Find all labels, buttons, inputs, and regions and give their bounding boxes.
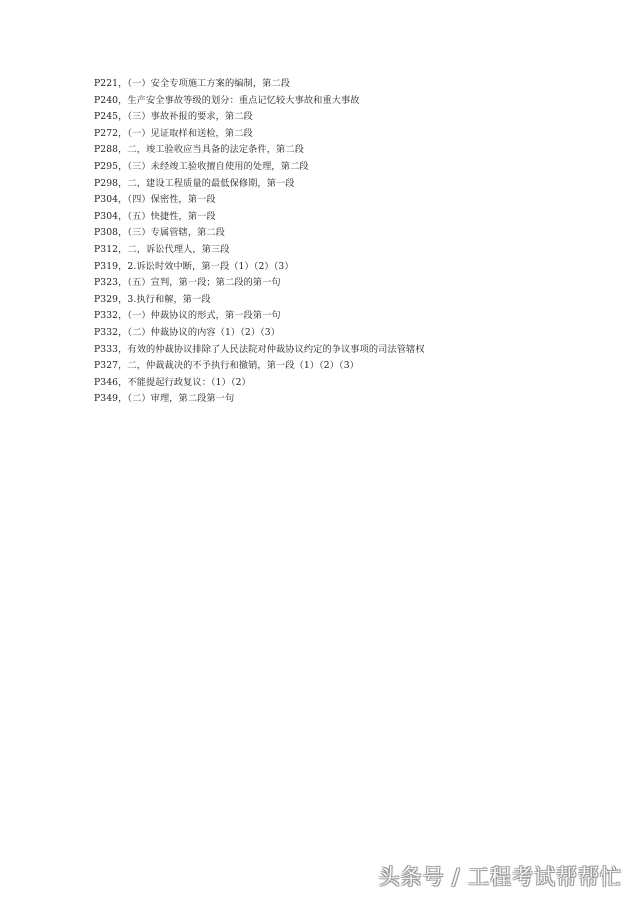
list-item: P323，（五）宣判，第一段；第二段的第一句 — [94, 277, 281, 289]
list-item: P308，（三）专属管辖，第二段 — [94, 227, 225, 239]
source-watermark: 头条号 / 工程考试帮帮忙 — [378, 865, 622, 889]
list-item: P272，（一）见证取样和送检，第二段 — [94, 127, 253, 139]
list-item: P298，二，建设工程质量的最低保修期，第一段 — [94, 177, 295, 189]
list-item: P304，（四）保密性，第一段 — [94, 194, 216, 206]
list-item: P332，（二）仲裁协议的内容（1）（2）（3） — [94, 326, 281, 338]
list-item: P332，（一）仲裁协议的形式，第一段第一句 — [94, 310, 281, 322]
list-item: P288，二，竣工验收应当具备的法定条件，第二段 — [94, 144, 304, 156]
list-item: P329，3.执行和解，第一段 — [94, 293, 211, 305]
list-item: P349，（二）审理，第二段第一句 — [94, 393, 235, 405]
list-item: P346，不能提起行政复议：（1）（2） — [94, 376, 251, 388]
list-item: P319，2.诉讼时效中断，第一段（1）（2）（3） — [94, 260, 294, 272]
list-item: P304，（五）快捷性，第一段 — [94, 210, 216, 222]
page-reference-list — [94, 76, 614, 408]
list-item: P245，（三）事故补报的要求，第二段 — [94, 111, 253, 123]
list-item: P295，（三）未经竣工验收擅自使用的处理，第二段 — [94, 160, 309, 172]
list-item: P327，二，仲裁裁决的不予执行和撤销，第一段（1）（2）（3） — [94, 360, 359, 372]
list-item: P312，二，诉讼代理人，第三段 — [94, 243, 230, 255]
list-item: P240，生产安全事故等级的划分：重点记忆较大事故和重大事故 — [94, 94, 360, 106]
list-item: P333，有效的仲裁协议排除了人民法院对仲裁协议约定的争议事项的司法管辖权 — [94, 343, 425, 355]
list-item: P221，（一）安全专项施工方案的编制，第二段 — [94, 78, 290, 89]
